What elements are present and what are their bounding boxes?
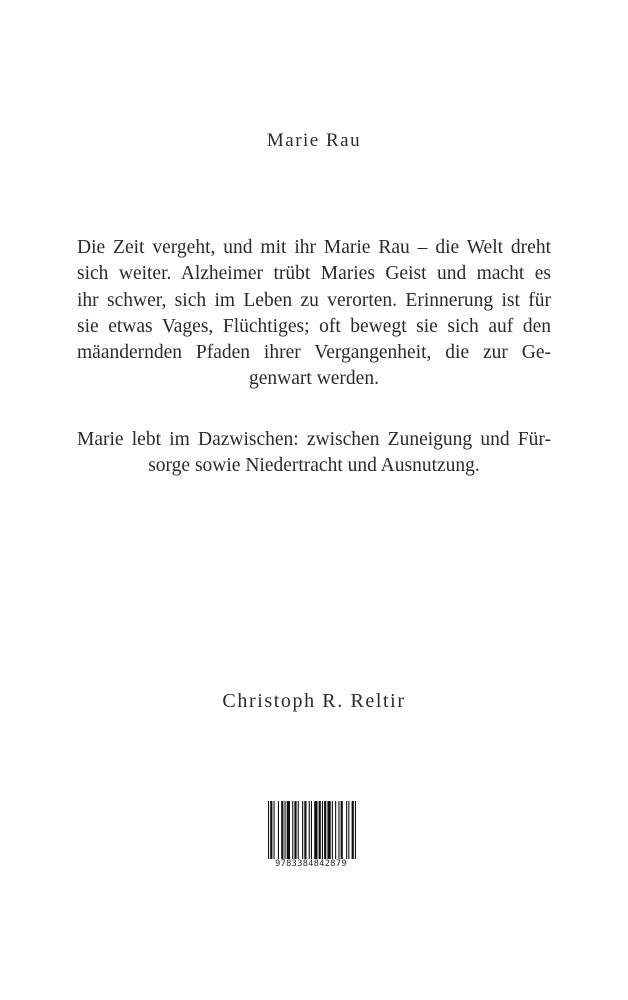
barcode-bar xyxy=(270,801,272,859)
barcode-bar xyxy=(319,801,321,859)
blurb-paragraph-1 xyxy=(77,235,551,393)
barcode-bar xyxy=(314,801,317,859)
blurb-line: mäandernden Pfaden ihrer Vergangenheit, die zur Ge- xyxy=(77,342,551,364)
barcode-bar xyxy=(327,801,330,859)
blurb-line: Die Zeit vergeht, und mit ihr Marie Rau – die Welt dreht xyxy=(77,237,551,258)
barcode-bar xyxy=(335,801,336,859)
barcode-bar xyxy=(338,801,339,859)
barcode-bar xyxy=(324,801,326,859)
blurb-line: Marie lebt im Dazwischen: zwischen Zuneigung und Für- xyxy=(77,429,551,450)
book-title: Marie Rau xyxy=(266,130,362,151)
barcode xyxy=(262,797,360,871)
barcode-bar xyxy=(287,801,290,859)
barcode-bar xyxy=(278,801,279,859)
barcode-bar xyxy=(268,801,269,859)
barcode-bar xyxy=(346,801,347,859)
barcode-bar xyxy=(274,801,275,859)
barcode-bar xyxy=(341,801,343,859)
blurb-line: sie etwas Vages, Flüchtiges; oft bewegt sie sich auf den xyxy=(77,315,551,337)
barcode-bar xyxy=(311,801,312,859)
isbn-number: 9783384842879 xyxy=(275,859,347,869)
barcode-bar xyxy=(322,801,323,859)
barcode-bar xyxy=(304,801,306,859)
barcode-bar xyxy=(298,801,299,859)
barcode-icon xyxy=(262,797,360,861)
barcode-bar xyxy=(332,801,333,859)
barcode-bar xyxy=(292,801,293,859)
barcode-bar xyxy=(302,801,303,859)
barcode-bar xyxy=(294,801,296,859)
barcode-bar xyxy=(348,801,349,859)
blurb-line: genwart werden. xyxy=(249,368,379,390)
barcode-bar xyxy=(309,801,310,859)
blurb-line: ihr schwer, sich im Leben zu verorten. Erinnerung ist für xyxy=(77,289,551,311)
barcode-bar xyxy=(281,801,283,859)
barcode-bar xyxy=(355,801,356,859)
blurb-line: sich weiter. Alzheimer trübt Maries Geist und macht es xyxy=(77,263,551,285)
author-name: Christoph R. Reltir xyxy=(222,690,406,712)
barcode-bar xyxy=(285,801,286,859)
barcode-bar xyxy=(352,801,354,859)
blurb-paragraph-2 xyxy=(77,427,551,480)
blurb-line: sorge sowie Niedertracht und Ausnutzung. xyxy=(148,455,480,477)
